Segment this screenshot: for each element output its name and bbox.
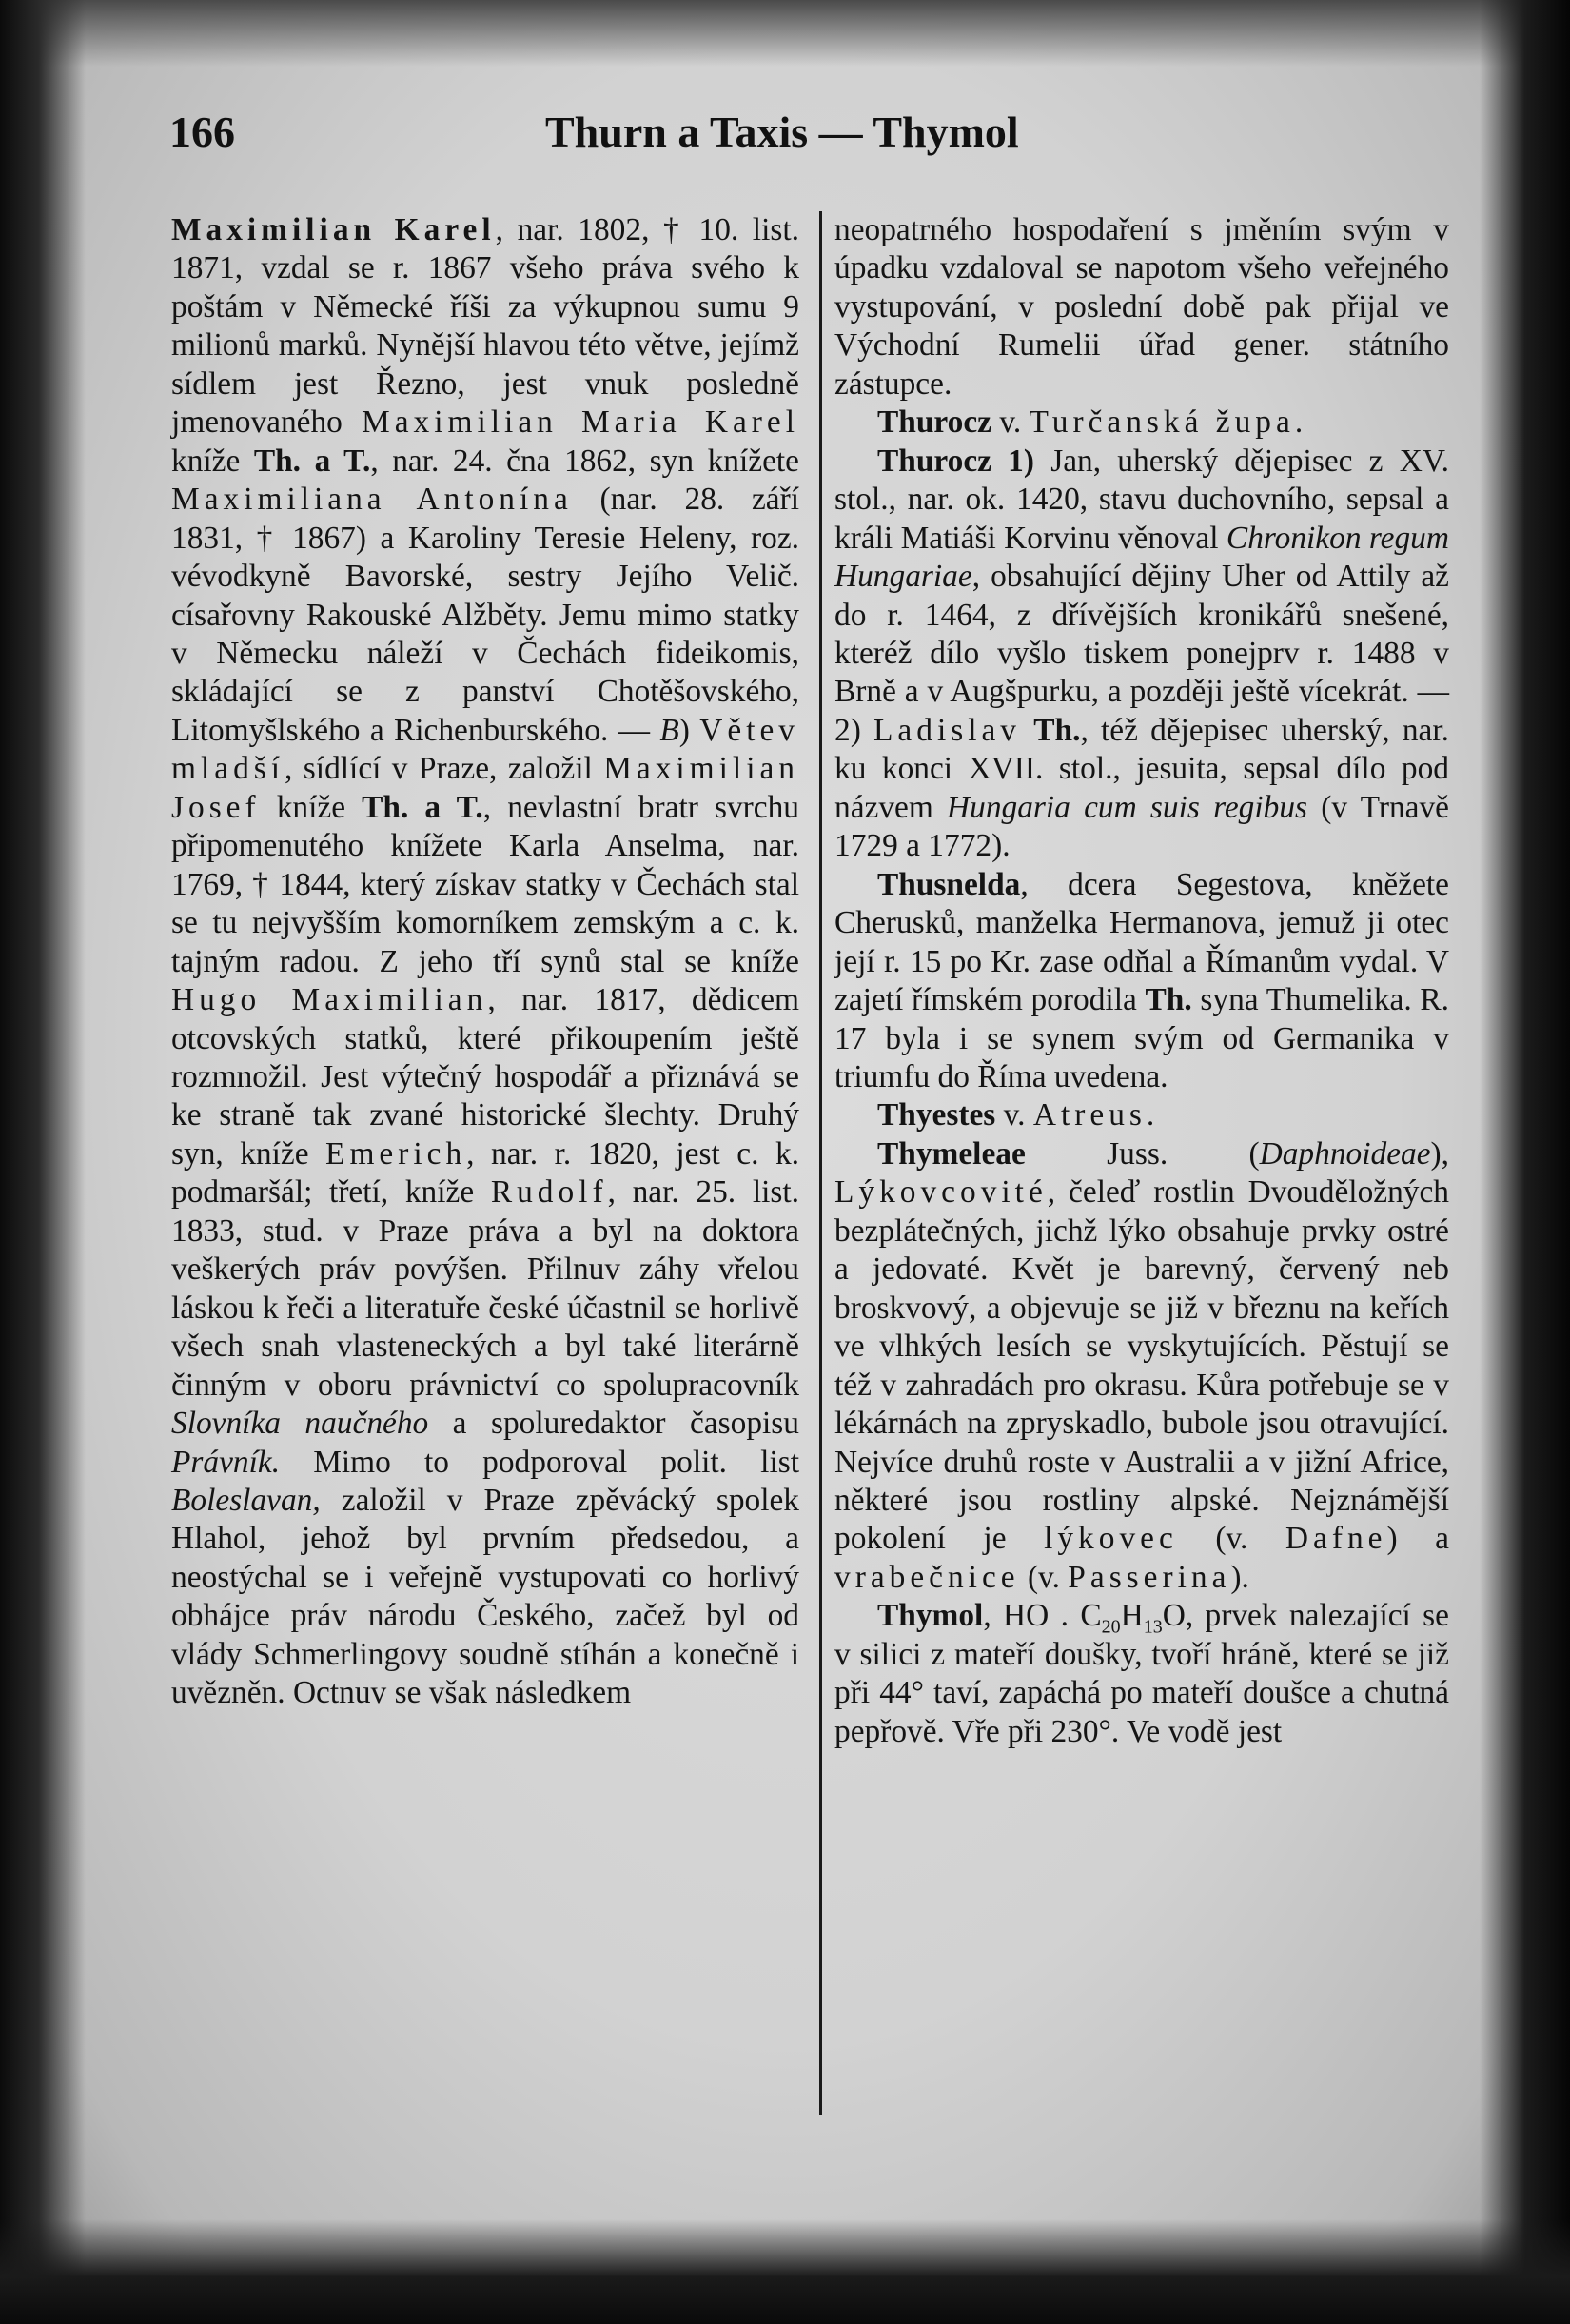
spaced-name: Atreus [1032,1097,1147,1133]
subscript: 20 [1101,1616,1121,1638]
spaced-name: Lýkovcovité [834,1174,1048,1211]
page-header [169,107,1121,164]
entry-text: . [1146,1097,1155,1133]
spaced-name: Hugo Maximilian [171,982,488,1018]
entry-text: H [1120,1598,1144,1634]
entry-text: kníže [171,443,254,479]
spaced-name: lýkovec [1044,1521,1178,1557]
entry-text: , nar. 24. čna 1862, syn knížete [370,443,799,479]
entry-text: (v. [1177,1521,1285,1557]
entry-text: a spoluredaktor časopisu [428,1406,799,1442]
italic-text: Chronikon regum Hungariae [834,520,1449,595]
entry-text: , obsahující dějiny Uher od Attily až do r. 1464, z dřívějších kronikářů snešené, kteréž dílo vyšlo tiskem ponejprv r. 1488 v Brně a v Augšpurku, a později ještě vícekrát. — 2) [834,559,1449,748]
entry-text: v. [995,1097,1033,1133]
entry-thurocz-ref [834,404,1449,442]
italic-text: Právník. [171,1444,281,1480]
italic-text: Boleslavan, [171,1482,321,1518]
right-column [834,211,1449,1751]
entry-thymol [834,1597,1449,1751]
spaced-name: Passerina [1068,1559,1231,1595]
running-head: Thurn a Taxis — Thymol [545,108,1019,156]
entry-text: , nar. 25. list. 1833, stud. v Praze práva a byl na doktora veškerých práv povýšen. Přilnuv záhy vřelou láskou k řeči a literatuře české účastnil se horlivě všech snah vlasteneckých a byl také literárně činným v oboru právnictví co spolupracovník [171,1174,799,1403]
entry-headword: Thymeleae [877,1135,1026,1172]
entry-text: , nar. 1802, † 10. list. 1871, vzdal se r. 1867 všeho práva svého k poštám v Německé říši za výkupnou sumu 9 milionů marků. Nynější hlavou této větve, jejímž sídlem jest Řezno, jest vnuk posledně jmenovaného [171,212,799,441]
scan-shadow-right [1480,0,1570,2324]
entry-text: Juss. ( [1025,1135,1260,1172]
entry-text: , čeleď rostlin Dvouděložných bezplátečných, jichž lýko obsahuje prvky ostré a jedovaté. Květ je barevný, červený neb broskvový, a objevuje se již v březnu na keřích ve vlhkých lesích se vyskytujících. Pěstují se též v zahradách pro okrasu. Kůra potřebuje se v lékárnách na zpryskadlo, bubole jsou otravující. Nejvíce druhů roste v Australii a v jižní Africe, některé jsou rostliny alpské. Nejznámější pokolení je [834,1174,1449,1557]
entry-headword: Thymol [877,1598,984,1634]
entry-text: neopatrného hospodaření s jměním svým v úpadku vzdaloval se napotom všeho veřejného vystupování, v poslední době pak přijal ve Východní Rumelii úřad gener. státního zástupce. [834,212,1449,402]
entry-text: , dcera Segestova, kněžete Cherusků, manželka Hermanova, jemuž ji otec její r. 15 po Kr. zase odňal a Římanům vydal. V zajetí římském porodila [834,866,1449,1018]
spaced-name: Maximiliana Antonína [171,482,573,518]
spaced-name: Turčanská župa [1029,404,1295,441]
abbrev: Th. [1033,712,1081,748]
entry-text: , nar. r. 1820, jest c. k. podmaršál; třetí, kníže [171,1135,799,1211]
entry-text: ), [1430,1135,1449,1172]
entry-text: , nevlastní bratr svrchu připomenutého knížete Karla Anselma, nar. 1769, † 1844, který získav statky v Čechách stal se tu nejvyšším komorníkem zemským a c. k. tajným radou. Z jeho tří synů stal se kníže [171,789,799,979]
entry-text: (v Trnavě 1729 a 1772). [834,789,1449,864]
entry-text: ). [1230,1559,1249,1595]
entry-thyestes [834,1096,1449,1134]
italic-text: Slovníka naučného [171,1406,429,1442]
entry-headword: Thyestes [877,1097,996,1133]
entry-text: (v. [1019,1559,1069,1595]
entry-text: , též dějepisec uherský, nar. ku konci XVII. stol., jesuita, sepsal dílo pod názvem [834,712,1449,825]
scan-shadow-top [0,0,1570,67]
entry-text: syna Thumelika. R. 17 byla i se synem svým od Germanika v triumfu do Říma uvedena. [834,982,1449,1094]
entry-text [1021,713,1033,748]
entry-text: , HO . C [983,1598,1102,1634]
entry-text: . [1294,404,1304,441]
spaced-name: vrabečnice [834,1559,1020,1595]
entry-text: , nar. 1817, dědicem otcovských statků, které přikoupením ještě rozmnožil. Jest výtečný hospodář a přiznává se ke straně tak zvané historické šlechty. Druhý syn, kníže [171,982,799,1172]
abbrev: Th. a T. [362,789,483,825]
entry-text: Mimo to podporoval polit. list [280,1444,799,1480]
entry-text: kníže [260,789,363,825]
italic-text: Daphnoideae [1259,1135,1431,1172]
page-number: 166 [169,108,235,156]
spaced-name: Rudolf [490,1174,608,1211]
italic-text: Hungaria cum suis regibus [947,789,1308,825]
abbrev: Th. [1145,982,1192,1018]
entry-text: ) [678,712,700,748]
entry-thymeleae [834,1135,1449,1597]
spaced-name: Ladislav [873,712,1022,748]
column-divider [819,211,822,2115]
spaced-name: Maximilian Josef [171,751,799,825]
entry-thurn-taxis-continued [171,211,799,1713]
spaced-name: Maximilian Maria Karel [362,404,799,441]
entry-thurocz [834,443,1449,866]
entry-continued [834,211,1449,404]
entry-headword: Thurocz [877,404,991,441]
spaced-name: Větev mladší [171,712,799,787]
scan-shadow-bottom [0,2219,1570,2324]
entry-text: v. [991,404,1030,441]
entry-text: (nar. 28. září 1831, † 1867) a Karoliny Teresie Heleny, roz. vévodkyně Bavorské, sestry Jejího Velič. císařovny Rakouské Alžběty. Jemu mimo statky v Německu náleží v Čechách fideikomis, skládající se z panství Chotěšovského, Litomyšlského a Richenburského. — [171,482,799,748]
entry-thusnelda [834,866,1449,1097]
scan-shadow-left [0,0,86,2324]
subscript: 13 [1143,1616,1163,1638]
entry-headword: Thurocz 1) [877,443,1034,479]
spaced-name: Emerich [325,1135,467,1172]
entry-text: ) a [1386,1521,1449,1557]
left-column [171,211,799,1713]
entry-text: založil v Praze zpěvácký spolek Hlahol, jehož byl prvním předsedou, a neostýchal se i veřejně vystupovati co horlivý obhájce práv národu Českého, začež byl od vlády Schmerlingovy soudně stíhán a konečně i uvězněn. Octnuv se však následkem [171,1482,799,1711]
entry-text: Jan, uherský dějepisec z XV. stol., nar. ok. 1420, stavu duchovního, sepsal a králi Matiáši Korvinu věnoval [834,443,1449,556]
spaced-name: Dafne [1285,1521,1387,1557]
entry-text: O, prvek nalezající se v silici z mateří doušky, tvoří hráně, které se již při 44° taví, zapáchá po mateří doušce a chutná pepřově. Vře při 230°. Ve vodě jest [834,1598,1449,1749]
entry-text: , sídlící v Praze, založil [285,751,604,787]
entry-headword: Thusnelda [877,866,1021,902]
abbrev: Th. a T. [253,443,371,479]
italic-text: B [659,712,679,748]
entry-headword: Maximilian Karel [171,212,496,247]
